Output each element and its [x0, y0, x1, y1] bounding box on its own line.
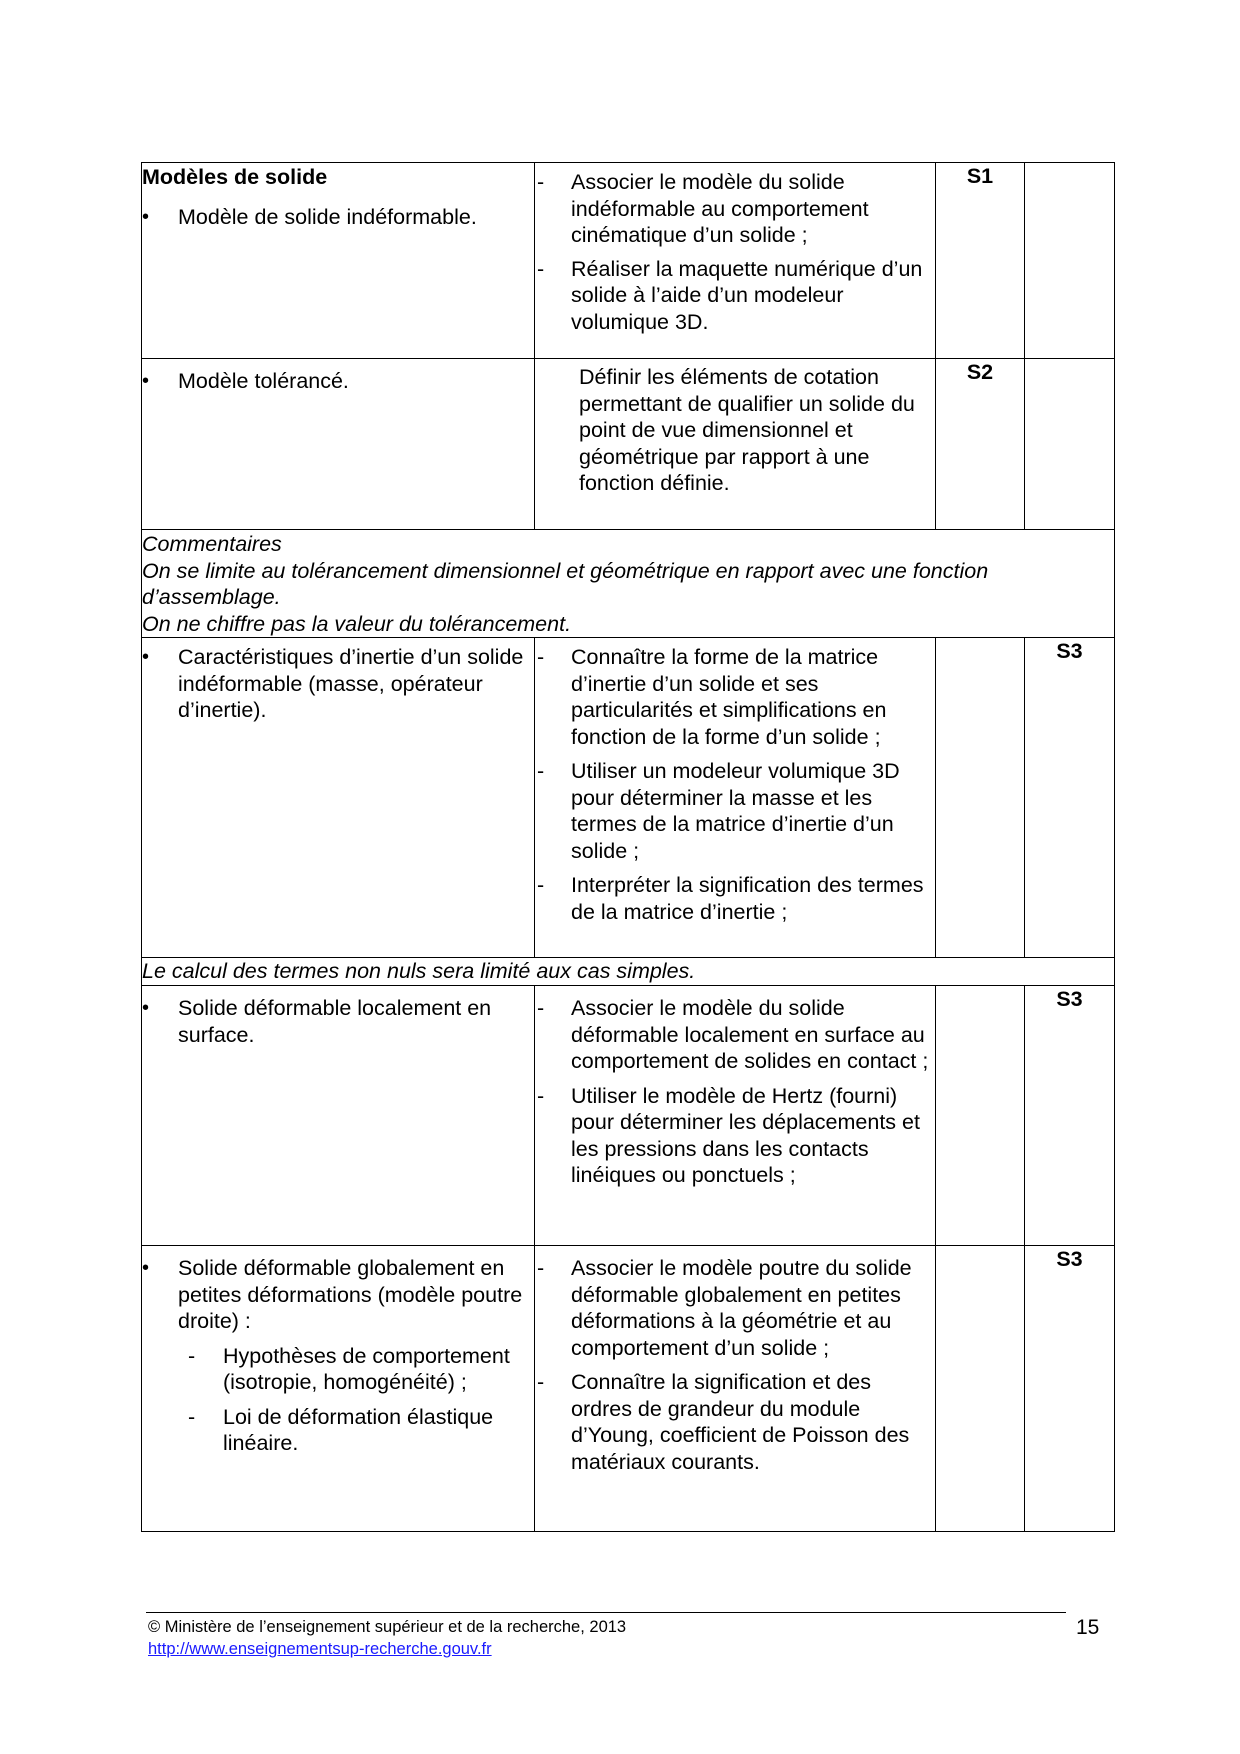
skill-text: Associer le modèle du solide déformable localement en surface au comportement de solides en contact ; — [571, 996, 929, 1073]
bullet-marker: • — [142, 646, 150, 668]
dash-marker: - — [537, 645, 545, 669]
knowledge-text: Solide déformable localement en surface. — [178, 996, 492, 1047]
level-cell-1: S2 — [936, 359, 1025, 530]
list-item — [142, 644, 534, 724]
level-cell-2 — [1025, 163, 1115, 359]
dash-marker: - — [537, 759, 545, 783]
skill-text: Définir les éléments de cotation permettant de qualifier un solide du point de vue dimensionnel et géométrique par rapport à une fonction définie. — [579, 365, 915, 495]
bullet-marker: • — [142, 206, 150, 228]
level-cell-2: S3 — [1025, 638, 1115, 958]
skills-cell — [535, 1246, 936, 1532]
list-item — [491, 758, 935, 864]
skills-cell — [535, 163, 936, 359]
knowledge-cell — [142, 163, 535, 359]
dash-marker: - — [537, 1083, 545, 1108]
comment-text: Le calcul des termes non nuls sera limité aux cas simples. — [142, 959, 696, 983]
skills-cell — [535, 638, 936, 958]
dash-marker: - — [537, 873, 545, 897]
sub-item-text: Hypothèses de comportement (isotropie, homogénéité) ; — [223, 1343, 510, 1394]
level-cell-2: S3 — [1025, 986, 1115, 1246]
knowledge-cell — [142, 986, 535, 1246]
list-item — [491, 1369, 935, 1475]
list-item — [491, 995, 935, 1075]
knowledge-text: Solide déformable globalement en petites déformations (modèle poutre droite) : — [178, 1256, 523, 1333]
knowledge-cell — [142, 359, 535, 530]
level-cell-1 — [936, 638, 1025, 958]
skill-text: Utiliser un modeleur volumique 3D pour déterminer la masse et les termes de la matrice d’inertie d’un solide ; — [571, 759, 900, 863]
dash-marker: - — [537, 256, 545, 281]
dash-marker: - — [537, 1370, 545, 1394]
level-cell-2: S3 — [1025, 1246, 1115, 1532]
list-item — [491, 256, 935, 336]
comment-row — [142, 530, 1115, 638]
sub-list-item — [142, 1343, 534, 1396]
list-item — [491, 644, 935, 750]
sub-item-text: Loi de déformation élastique linéaire. — [223, 1404, 494, 1455]
table-row — [142, 638, 1115, 958]
level-cell-1 — [936, 1246, 1025, 1532]
comment-title: Commentaires — [142, 532, 282, 556]
comment-text: On se limite au tolérancement dimensionnel et géométrique en rapport avec une fonction d’assemblage. — [142, 558, 989, 609]
knowledge-text: Modèle tolérancé. — [178, 369, 349, 393]
level-cell-2 — [1025, 359, 1115, 530]
table-row — [142, 1246, 1115, 1532]
skill-text: Associer le modèle du solide indéformable au comportement cinématique d’un solide ; — [571, 170, 869, 247]
skills-cell — [535, 986, 936, 1246]
list-item — [142, 204, 534, 231]
sub-list-item — [142, 1404, 534, 1457]
skills-cell — [535, 359, 936, 530]
skill-text: Interpréter la signification des termes de la matrice d’inertie ; — [571, 873, 924, 924]
list-item — [142, 368, 534, 395]
program-table — [141, 162, 1115, 1532]
dash-marker: - — [537, 1256, 545, 1280]
footer-divider — [146, 1612, 1066, 1613]
footer-url-link[interactable]: http://www.enseignementsup-recherche.gouv.fr — [148, 1640, 492, 1658]
level-cell-1 — [936, 986, 1025, 1246]
skill-text: Utiliser le modèle de Hertz (fourni) pour déterminer les déplacements et les pressions dans les contacts linéiques ou ponctuels ; — [571, 1083, 920, 1187]
list-item — [491, 1255, 935, 1361]
skill-text: Connaître la signification et des ordres de grandeur du module d’Young, coefficient de Poisson des matériaux courants. — [571, 1370, 910, 1474]
list-item — [491, 1083, 935, 1189]
list-item — [142, 1255, 534, 1335]
comment-text: On ne chiffre pas la valeur du tolérancement. — [142, 611, 572, 636]
bullet-marker: • — [142, 370, 150, 392]
bullet-marker: • — [142, 997, 150, 1019]
comment-row — [142, 958, 1115, 986]
knowledge-cell — [142, 1246, 535, 1532]
dash-marker: - — [188, 1404, 196, 1429]
page-number: 15 — [1076, 1616, 1100, 1639]
section-heading: Modèles de solide — [142, 165, 328, 189]
knowledge-cell — [142, 638, 535, 958]
level-cell-1: S1 — [936, 163, 1025, 359]
list-item — [491, 169, 935, 249]
dash-marker: - — [537, 996, 545, 1020]
skill-text: Réaliser la maquette numérique d’un solide à l’aide d’un modeleur volumique 3D. — [571, 256, 923, 334]
comment-cell — [142, 958, 1115, 986]
comment-cell — [142, 530, 1115, 638]
knowledge-text: Modèle de solide indéformable. — [178, 205, 477, 229]
bullet-marker: • — [142, 1257, 150, 1279]
list-item — [491, 872, 935, 925]
skill-text: Associer le modèle poutre du solide déformable globalement en petites déformations à la géométrie et au comportement d’un solide ; — [571, 1256, 912, 1360]
table-row — [142, 359, 1115, 530]
dash-marker: - — [537, 170, 545, 194]
footer-copyright: © Ministère de l’enseignement supérieur et de la recherche, 2013 — [148, 1618, 627, 1636]
table-row — [142, 986, 1115, 1246]
knowledge-text: Caractéristiques d’inertie d’un solide indéformable (masse, opérateur d’inertie). — [178, 645, 524, 722]
skill-text: Connaître la forme de la matrice d’inertie d’un solide et ses particularités et simplifications en fonction de la forme d’un solide ; — [571, 645, 887, 749]
list-item — [142, 995, 534, 1048]
dash-marker: - — [188, 1343, 196, 1368]
table-row — [142, 163, 1115, 359]
